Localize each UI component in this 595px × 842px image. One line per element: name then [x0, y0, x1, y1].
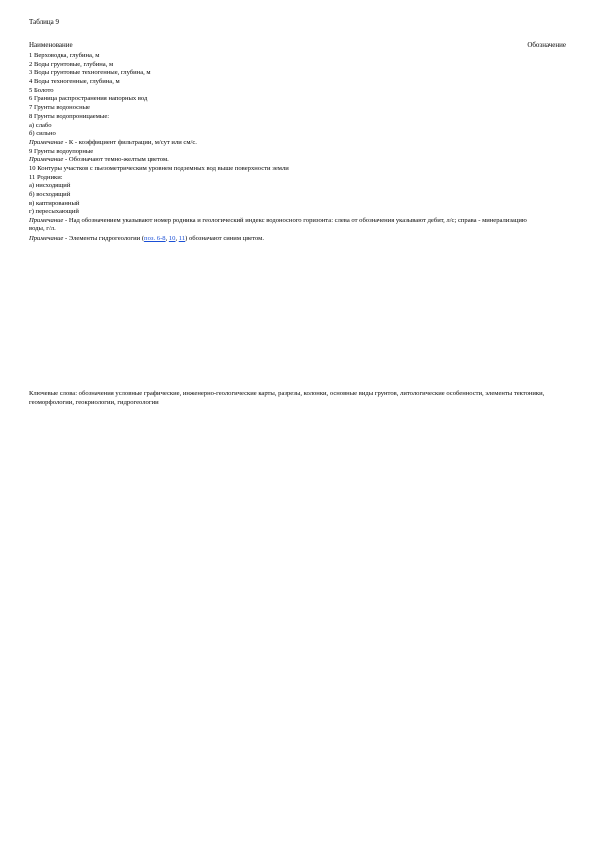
note-row [29, 156, 539, 165]
note-label: Примечание [29, 138, 64, 146]
table-row: 8 Грунты водопроницаемые: [29, 112, 110, 120]
note-text: - Обозначают темно-желтым цветом. [63, 156, 169, 164]
note-row [29, 139, 539, 148]
reference-link[interactable]: поз. 6-8 [144, 235, 166, 243]
column-header-symbol: Обозначение [527, 41, 566, 49]
table-row: а) нисходящий [29, 182, 71, 190]
table-row: 5 Болото [29, 86, 54, 94]
table-row: б) восходящий [29, 191, 71, 198]
table-body [29, 52, 539, 244]
reference-link[interactable]: 11 [178, 235, 186, 243]
table-row: 4 Воды техногенные, глубина, м [29, 78, 120, 86]
separator: , [175, 235, 179, 243]
table-row: в) каптированный [29, 199, 80, 207]
note-text: ) обозначают синим цветом. [185, 235, 264, 243]
table-row: г) пересыхающий [29, 208, 79, 216]
table-header [29, 41, 566, 51]
reference-link[interactable]: 10 [168, 235, 176, 243]
note-text: - Элементы гидрогеологии ( [63, 235, 145, 243]
table-row: 9 Грунты водоупорные [29, 147, 94, 155]
keywords-paragraph: Ключевые слова: обозначения условные графические, инженерно-геологические карты, разрезы, колонки, основные виды грунтов, литологические особенности, элементы тектоники, геоморфологии, геокриологии, гидрогеологии [29, 390, 545, 406]
table-row: 7 Грунты водоносные [29, 104, 90, 112]
table-caption: Таблица 9 [29, 18, 59, 26]
table-row: 3 Воды грунтовые техногенные, глубина, м [29, 69, 151, 77]
table-row: 11 Родники: [29, 173, 63, 181]
note-row [29, 217, 539, 233]
table-row: б) сильно [29, 130, 56, 138]
note-label: Примечание [29, 235, 64, 243]
note-label: Примечание [29, 217, 64, 225]
table-row: 2 Воды грунтовые, глубина, м [29, 60, 114, 68]
table-row: 6 Граница распространения напорных вод [29, 95, 148, 103]
table-row: а) слабо [29, 121, 52, 129]
note-label: Примечание [29, 156, 64, 164]
note-row [29, 235, 539, 244]
column-header-name: Наименование [29, 41, 73, 49]
note-text: - Над обозначением указывают номер родника и геологический индекс водоносного горизонта: слева от обозначения указывают дебит, л/с; справа - минерализацию воды, г/л. [29, 217, 527, 233]
table-row: 1 Верховодка, глубина, м [29, 52, 100, 59]
note-text: - К - коэффициент фильтрации, м/сут или см/с. [63, 138, 197, 146]
separator: , [165, 235, 169, 243]
table-row: 10 Контуры участков с пьезометрическим уровнем подземных вод выше поверхности земли [29, 164, 289, 172]
